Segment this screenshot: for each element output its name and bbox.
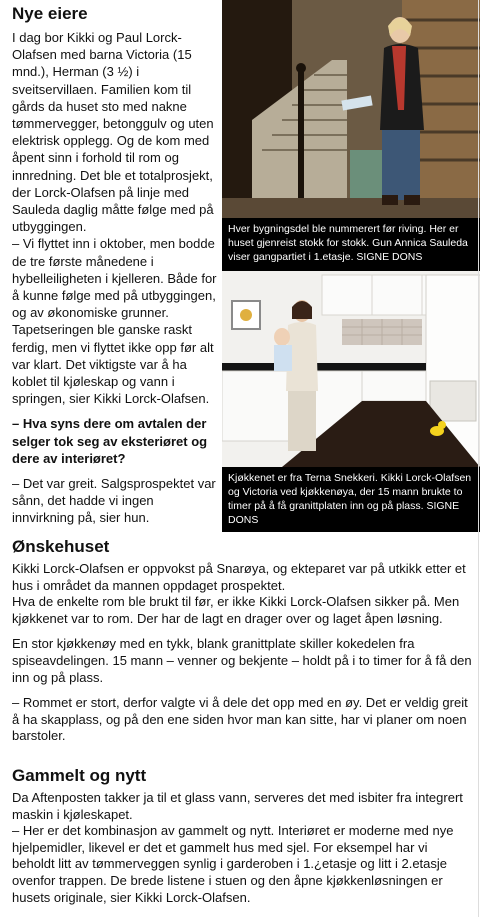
paragraph: Kikki Lorck-Olafsen er oppvokst på Snarøya, og ekteparet var på utkikk etter et hus i området da mannen oppdaget prospektet. Hva de enkelte rom ble brukt til før, er ikke Kikki Lorck-Olafsen sikker på. Men kjøkkenet var to rom. Der har de lagt en drager over og laget åpen løsning. — [12, 561, 466, 626]
paragraph: I dag bor Kikki og Paul Lorck-Olafsen med barna Victoria (15 mnd.), Herman (3 ½) i sveitservillaen. Familien kom til gårds da huset sto med nakne tømmervegger, betonggulv og uten elektrisk opplegg. Og de kom med åpent sinn i forhold til rom og innredning. Det ble et totalprosjekt, der Lorck-Olafsen på linje med Sauleda daglig måtte følge med på utbyggingen. — [12, 30, 214, 235]
photo-hallway — [222, 0, 480, 218]
section-heading-gammelt-og-nytt: Gammelt og nytt — [12, 766, 147, 785]
interview-question: – Hva syns dere om avtalen der selger tok seg av eksteriøret og dere av interiøret? — [12, 416, 208, 466]
page-edge-divider — [478, 0, 479, 917]
kitchen-photo-image — [222, 271, 480, 467]
hallway-photo-image — [222, 0, 480, 218]
photo-caption: Kjøkkenet er fra Terna Snekkeri. Kikki Lorck-Olafsen og Victoria ved kjøkkenøya, der 15 mann brukte to timer på å få granittplaten inn og på plass. SIGNE DONS — [228, 472, 472, 526]
paragraph: – Vi flyttet inn i oktober, men bodde de tre første månedene i hybelleiligheten i kjelleren. Både for å kunne følge med på utbyggingen, og av økonomiske grunner. Tapetseringen ble ganske raskt ferdig, men vi flyttet ikke opp før alt var klart. Det viktigste var å ha koblet til kjøleskap og vann i springen, sier Kikki Lorck-Olafsen. — [12, 236, 217, 407]
paragraph: En stor kjøkkenøy med en tykk, blank granittplate skiller kokedelen fra spiseavdelingen. 15 mann – venner og bekjente – holdt på i to timer for å få den inn og på plass. — [12, 636, 472, 685]
section-gammelt-og-nytt — [12, 766, 472, 906]
photo-caption: Hver bygningsdel ble nummerert før riving. Her er huset gjenreist stokk for stokk. Gun Annica Sauleda viser gangpartiet i 1.etasje. SIGNE DONS — [228, 223, 468, 263]
section-onskehuset — [12, 537, 472, 745]
article-left-column — [12, 0, 217, 527]
paragraph: – Rommet er stort, derfor valgte vi å dele det opp med en øy. Det er veldig greit å ha skapplass, og på den ene siden hvor man kan sitte, har vi planer om noen barstoler. — [12, 695, 468, 744]
photo-column — [222, 0, 480, 532]
section-heading-onskehuset: Ønskehuset — [12, 537, 110, 556]
paragraph: Da Aftenposten takker ja til et glass vann, serveres det med isbiter fra integrert maskin i kjøleskapet. – Her er det kombinasjon av gammelt og nytt. Interiøret er moderne med nye hjelpemidler, likevel er det et gammelt hus med sjel. For eksempel har vi beholdt litt av tømmerveggen synlig i garderoben i 1.¿etasje og litt i 2.etasje ovenfor trappen. De brede listene i stuen og den åpne kjøkkenløsningen er husets originale, sier Kikki Lorck-Olafsen. — [12, 790, 463, 905]
section-heading-nye-eiere: Nye eiere — [12, 4, 88, 23]
paragraph: – Det var greit. Salgsprospektet var sånn, det hadde vi ingen innvirkning på, sier hun. — [12, 476, 216, 526]
photo-kitchen — [222, 271, 480, 467]
